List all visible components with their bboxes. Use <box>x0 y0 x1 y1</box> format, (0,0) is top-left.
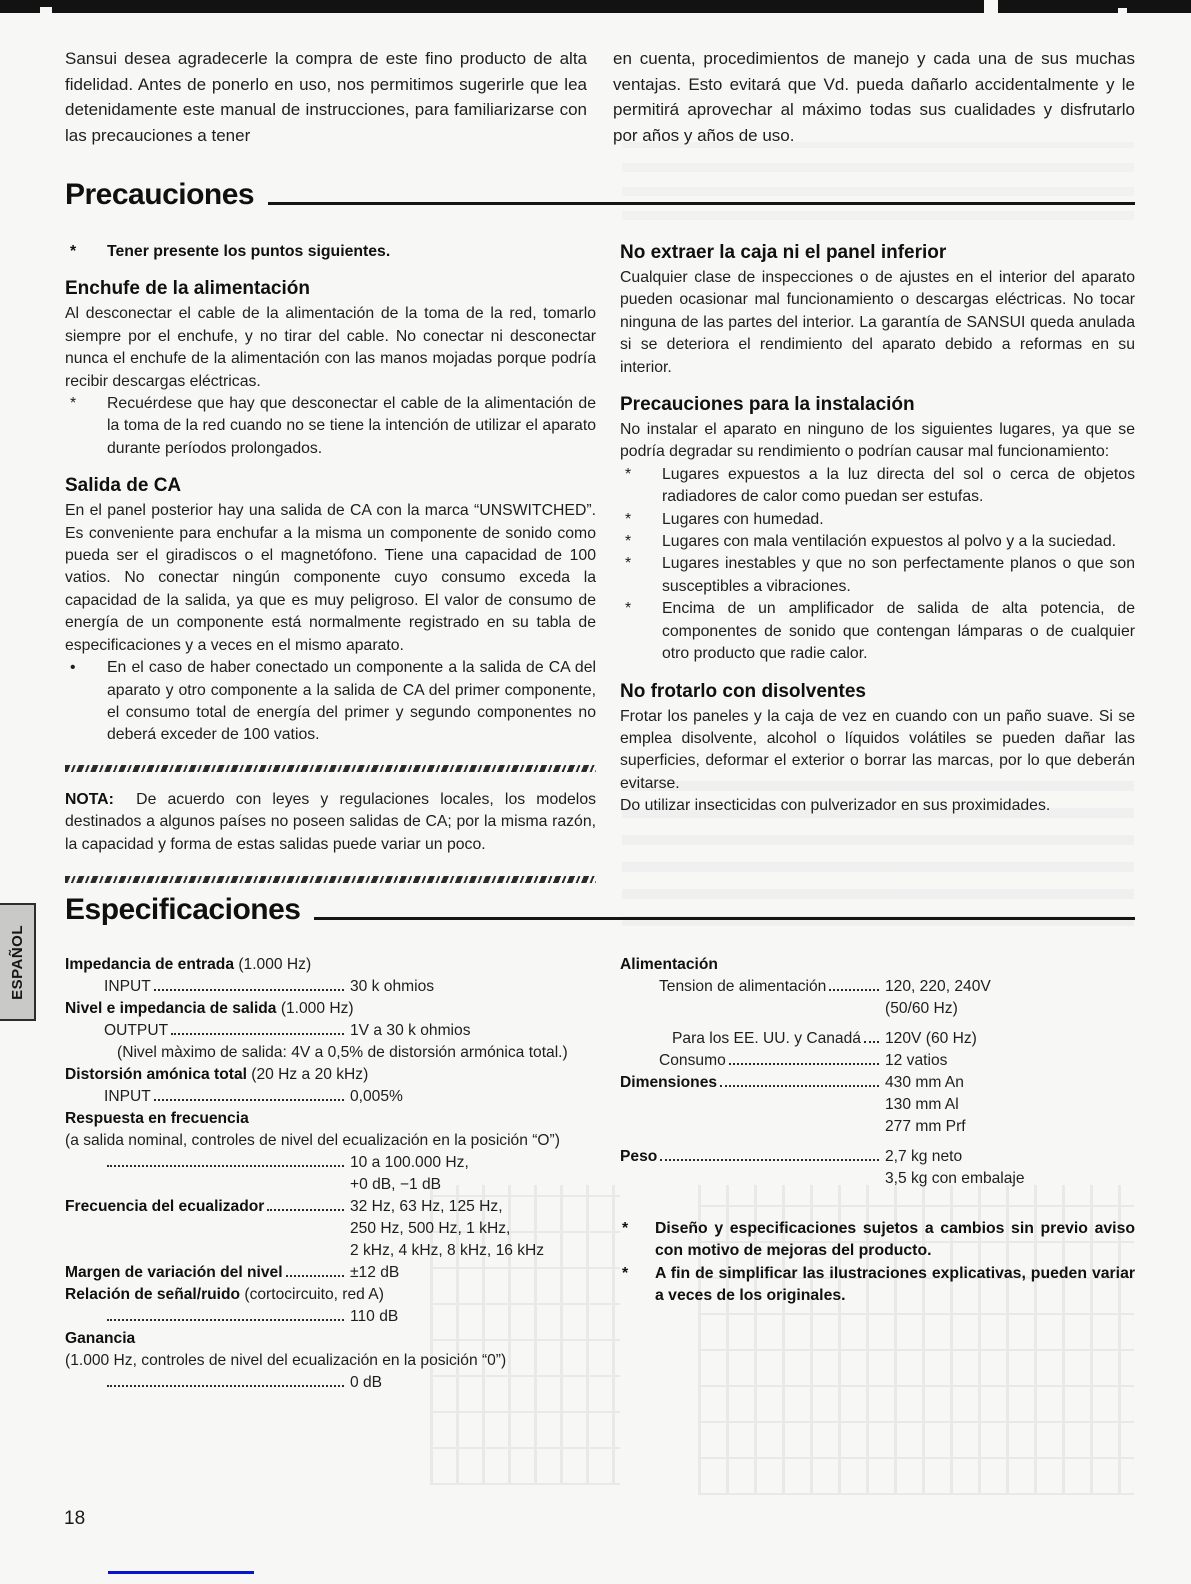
spec-value: 3,5 kg con embalaje <box>885 1170 1025 1187</box>
dotted-leader <box>107 1385 344 1387</box>
spec-row <box>65 954 596 976</box>
spec-row <box>65 1350 596 1372</box>
spec-row <box>620 954 1135 976</box>
salida-body: En el panel posterior hay una salida de CA con la marca “UNSWITCHED”. Es conveniente para enchufar a la misma un componente de sonido como pueda ser el giradiscos o el magnetófono. Tiene una capacidad de 100 vatios. No conectar ningún componente cuyo consumo exceda la capacidad de la salida, ya que es muy peligroso. El valor de consumo de energía de un componente está normalmente registrado en su tabla de especificaciones y a veces en el mismo aparato. <box>65 502 596 654</box>
footer-blue-line <box>108 1571 254 1574</box>
precauciones-title: Precauciones <box>65 178 255 211</box>
spec-value: 30 k ohmios <box>350 978 435 995</box>
spec-value: 250 Hz, 500 Hz, 1 kHz, <box>350 1220 511 1237</box>
spec-label: Alimentación <box>620 956 718 973</box>
enchufe-body: Al desconectar el cable de la alimentación de la toma de la red, tomarlo siempre por el enchufe, y no tirar del cable. No conectar ni desconectar nunca el enchufe de la alimentación con las manos mojadas porque podría recibir descargas eléctricas. <box>65 305 596 390</box>
section-heading-row <box>65 893 1135 927</box>
precauciones-right-column <box>620 239 1135 883</box>
precauciones-left-column <box>65 239 596 883</box>
spec-value: 130 mm Al <box>885 1096 959 1113</box>
language-tab-espanol <box>0 903 36 1021</box>
intro-left-column: Sansui desea agradecerle la compra de este fino producto de alta fidelidad. Antes de ponerlo en uso, nos permitimos sugerirle que lea detenidamente este manual de instrucciones, para familiarizarse con las precauciones a tener <box>65 49 587 145</box>
spec-label: INPUT <box>104 1088 151 1105</box>
spec-row <box>620 1094 1135 1116</box>
nota-text: De acuerdo con leyes y regulaciones locales, los modelos destinados a algunos países no poseen salidas de CA; por la misma razón, la capacidad y forma de estas salidas puede variar un poco. <box>65 790 596 853</box>
spec-row <box>65 1152 596 1174</box>
footnotes-list <box>620 1218 1135 1308</box>
bullet-marker: • <box>70 659 76 677</box>
spec-label: (Nivel màximo de salida: 4V a 0,5% de distorsión armónica total.) <box>117 1044 568 1061</box>
bullet-text: Lugares con humedad. <box>662 510 824 528</box>
dotted-leader <box>286 1275 344 1277</box>
section-heading-row <box>65 178 1135 212</box>
spec-label: Tension de alimentación <box>659 978 827 995</box>
spec-value: ±12 dB <box>350 1264 400 1281</box>
spec-row <box>65 1284 596 1306</box>
spec-row <box>620 1050 1135 1072</box>
dotted-leader <box>154 989 344 991</box>
spec-value: 0,005% <box>350 1088 403 1105</box>
bullet-text: Lugares expuestos a la luz directa del sol o cerca de objetos radiadores de calor como puedan ser estufas. <box>662 465 1135 506</box>
bullet-text: Lugares con mala ventilación expuestos al polvo y a la suciedad. <box>662 533 1116 551</box>
bullet-marker: * <box>625 533 632 551</box>
no-frotarlo-body: Frotar los paneles y la caja de vez en cuando con un paño suave. Si se emplea disolvente, alcohol o líquidos volátiles se pueden dañar las superficies, deformar el exterior o borrar las marcas, por lo que deberán evitarse. <box>620 707 1135 792</box>
especificaciones-title: Especificaciones <box>65 893 301 926</box>
precauciones-columns <box>65 239 1135 883</box>
spec-row <box>620 1168 1135 1190</box>
dotted-leader <box>864 1041 879 1043</box>
spec-label: Margen de variación del nivel <box>65 1264 283 1281</box>
spec-label: OUTPUT <box>104 1022 169 1039</box>
spec-row <box>65 1262 596 1284</box>
spec-value: 277 mm Prf <box>885 1118 966 1135</box>
dotted-leader <box>720 1085 879 1087</box>
decorative-zigzag-rule <box>65 765 596 772</box>
spec-row <box>65 1196 596 1218</box>
decorative-zigzag-rule <box>65 876 596 883</box>
scan-notch <box>984 0 998 13</box>
spec-row <box>65 1042 596 1064</box>
spec-label: Dimensiones <box>620 1074 718 1091</box>
bullet-item <box>65 393 596 460</box>
spec-row <box>65 1240 596 1262</box>
no-extraer-body: Cualquier clase de inspecciones o de ajustes en el interior del aparato pueden ocasionar mal funcionamiento o descargas eléctricas. No tocar ninguna de las partes del interior. La garantía de SANSUI queda anulada si se deteriora el rendimiento del aparato debido a reformas en su interior. <box>620 269 1135 376</box>
spec-value: 2,7 kg neto <box>885 1148 963 1165</box>
spec-value: 110 dB <box>350 1308 399 1325</box>
bullet-item <box>620 1263 1135 1308</box>
spec-value: 10 a 100.000 Hz, <box>350 1154 469 1171</box>
spec-label: (a salida nominal, controles de nivel del ecualización en la posición “O”) <box>65 1132 560 1149</box>
nota-paragraph <box>65 789 596 856</box>
intro-right-column: en cuenta, procedimientos de manejo y cada una de sus muchas ventajas. Esto evitará que Vd. pueda dañarlo accidentalmente y le permitirá aprovechar al máximo todas sus cualidades y disfrutarlo por años y años de uso. <box>613 49 1135 145</box>
lead-note-text: Tener presente los puntos siguientes. <box>107 243 391 260</box>
subheading-no-frotarlo: No frotarlo con disolventes <box>620 680 866 702</box>
bullet-item <box>620 598 1135 665</box>
spec-label: Para los EE. UU. y Canadá <box>672 1030 861 1047</box>
spec-row <box>65 1108 596 1130</box>
scan-edge-bar <box>0 0 1191 13</box>
bullet-marker: * <box>625 555 632 573</box>
spec-value: +0 dB, −1 dB <box>350 1176 442 1193</box>
spec-value: (50/60 Hz) <box>885 1000 958 1017</box>
bullet-text: Lugares inestables y que no son perfectamente planos o que son susceptibles a vibraciones. <box>662 555 1135 595</box>
bullet-marker: * <box>70 395 77 413</box>
spec-label: (1.000 Hz, controles de nivel del ecualización en la posición “0”) <box>65 1352 507 1369</box>
section-precauciones <box>65 178 1135 883</box>
bullet-item <box>620 464 1135 509</box>
bullet-text: Recuérdese que hay que desconectar el cable de la alimentación de la toma de la red cuando no se tiene la intención de utilizar el aparato durante períodos prolongados. <box>107 395 596 457</box>
scan-notch <box>40 7 52 13</box>
scan-notch <box>1118 8 1127 13</box>
bullet-marker: * <box>625 465 632 483</box>
spec-label: Consumo <box>659 1052 726 1069</box>
enchufe-bullet-list <box>65 393 596 460</box>
lead-note <box>65 241 596 263</box>
bullet-item <box>620 1218 1135 1263</box>
dotted-leader <box>107 1319 344 1321</box>
spec-label: Ganancia <box>65 1330 136 1347</box>
bullet-marker: * <box>625 510 632 528</box>
spec-row <box>620 1072 1135 1094</box>
spec-value: 120, 220, 240V <box>885 978 991 995</box>
subheading-salida-ca: Salida de CA <box>65 475 182 497</box>
section-especificaciones <box>65 893 1135 1394</box>
spec-label: Respuesta en frecuencia <box>65 1110 249 1127</box>
bullet-text: Encima de un amplificador de salida de alta potencia, de componentes de sonido que contengan lámparas o de cualquier otro producto que radie calor. <box>662 600 1135 663</box>
spec-value: 2 kHz, 4 kHz, 8 kHz, 16 kHz <box>350 1242 545 1259</box>
spec-row <box>65 1218 596 1240</box>
spec-value: 12 vatios <box>885 1052 948 1069</box>
spec-label: Frecuencia del ecualizador <box>65 1198 265 1215</box>
spec-row <box>620 1116 1135 1138</box>
subheading-enchufe: Enchufe de la alimentación <box>65 278 310 300</box>
spec-label: Nivel e impedancia de salida (1.000 Hz) <box>65 1000 354 1017</box>
bullet-marker: * <box>70 243 77 260</box>
spec-label: Relación de señal/ruido (cortocircuito, red A) <box>65 1286 384 1303</box>
dotted-leader <box>829 989 879 991</box>
spec-row <box>620 1146 1135 1168</box>
subheading-instalacion: Precauciones para la instalación <box>620 394 915 416</box>
spec-table-right <box>620 954 1135 1190</box>
heading-rule <box>268 202 1135 205</box>
dotted-leader <box>729 1063 879 1065</box>
bullet-marker: * <box>622 1264 629 1282</box>
spec-row <box>65 1064 596 1086</box>
spec-value: 120V (60 Hz) <box>885 1030 977 1047</box>
bullet-item <box>620 553 1135 598</box>
spec-value: 32 Hz, 63 Hz, 125 Hz, <box>350 1198 503 1215</box>
spec-table-left <box>65 954 596 1394</box>
heading-rule <box>314 917 1135 920</box>
especificaciones-columns <box>65 954 1135 1394</box>
no-frotarlo-body2: Do utilizar insecticidas con pulverizador en sus proximidades. <box>620 797 1051 815</box>
language-tab-label: ESPAÑOL <box>8 924 26 1000</box>
spec-row <box>65 1086 596 1108</box>
spec-label: INPUT <box>104 978 151 995</box>
spec-value: 430 mm An <box>885 1074 964 1091</box>
spec-value: 1V a 30 k ohmios <box>350 1022 471 1039</box>
spec-label: Distorsión amónica total (20 Hz a 20 kHz) <box>65 1066 369 1083</box>
bullet-text: Diseño y especificaciones sujetos a cambios sin previo aviso con motivo de mejoras del producto. <box>655 1220 1135 1260</box>
spec-value: 0 dB <box>350 1374 383 1391</box>
salida-bullet-list <box>65 657 596 747</box>
spec-row <box>65 998 596 1020</box>
dotted-leader <box>660 1159 879 1161</box>
instalacion-bullet-list <box>620 464 1135 666</box>
spec-row <box>620 976 1135 998</box>
dotted-leader <box>171 1033 344 1035</box>
bullet-item <box>65 657 596 747</box>
nota-label: NOTA: <box>65 790 114 808</box>
bullet-text: A fin de simplificar las ilustraciones explicativas, pueden variar a veces de los originales. <box>655 1264 1135 1305</box>
spec-row <box>65 1174 596 1196</box>
spec-row <box>65 1306 596 1328</box>
bullet-text: En el caso de haber conectado un componente a la salida de CA del aparato y otro componente a la salida de CA del primer componente, el consumo total de energía del primer y segundo componentes no deberá exceder de 100 vatios. <box>107 659 596 744</box>
spec-row <box>65 1372 596 1394</box>
subheading-no-extraer: No extraer la caja ni el panel inferior <box>620 242 947 263</box>
bullet-marker: * <box>622 1220 629 1237</box>
dotted-leader <box>154 1099 344 1101</box>
bullet-item <box>620 531 1135 553</box>
page-number: 18 <box>64 1508 86 1529</box>
spec-row <box>65 1020 596 1042</box>
bullet-item <box>620 509 1135 531</box>
spec-label: Impedancia de entrada (1.000 Hz) <box>65 956 312 973</box>
spec-row <box>620 998 1135 1020</box>
bullet-marker: * <box>625 600 632 618</box>
dotted-leader <box>267 1209 344 1211</box>
especificaciones-right-column <box>620 954 1135 1394</box>
spec-row <box>65 1130 596 1152</box>
spec-row <box>65 976 596 998</box>
spec-label: Peso <box>620 1148 658 1165</box>
dotted-leader <box>107 1165 344 1167</box>
instalacion-body: No instalar el aparato en ninguno de los siguientes lugares, ya que se podría degradar su rendimiento o podrían causar mal funcionamiento: <box>620 421 1135 461</box>
intro-paragraphs <box>65 46 1135 148</box>
spec-row <box>65 1328 596 1350</box>
spec-row <box>620 1028 1135 1050</box>
